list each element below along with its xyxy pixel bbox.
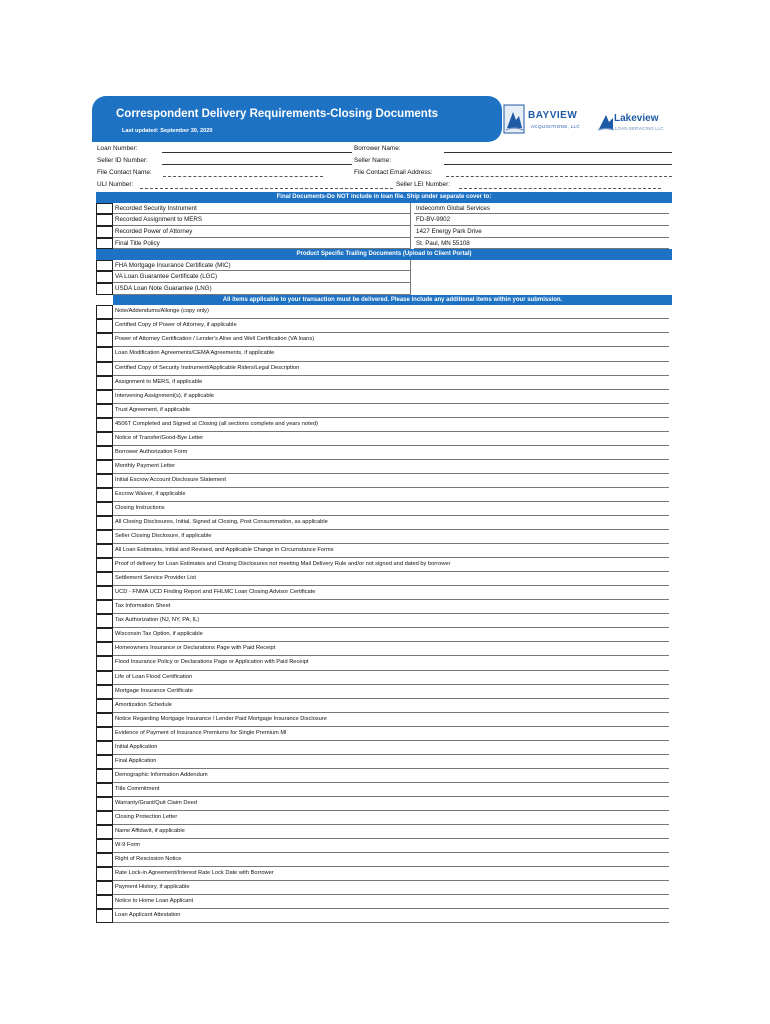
lakeview-logo-subtext: LOAN SERVICING LLC <box>615 126 664 131</box>
checkbox[interactable] <box>96 614 113 628</box>
checkbox[interactable] <box>96 909 113 923</box>
item-label: Seller Closing Disclosure, if applicable <box>113 530 669 544</box>
checklist-item-row <box>96 811 672 825</box>
seller-name-label: Seller Name: <box>354 157 391 164</box>
checklist-item-row <box>96 544 672 558</box>
lakeview-logo-text: Lakeview <box>614 113 659 124</box>
item-label: FHA Mortgage Insurance Certificate (MIC) <box>113 260 411 272</box>
item-label: Rate Lock-in Agreement/Interest Rate Lock Date with Borrower <box>113 867 669 881</box>
checkbox[interactable] <box>96 347 113 361</box>
checklist-item-row <box>96 727 672 741</box>
item-label: Notice Regarding Mortgage Insurance / Lender Paid Mortgage Insurance Disclosure <box>113 713 669 727</box>
final-doc-row <box>96 226 672 238</box>
shipping-address-line: 1427 Energy Park Drive <box>414 226 669 238</box>
item-label: Final Application <box>113 755 669 769</box>
uli-number-field[interactable] <box>140 188 393 189</box>
checkbox[interactable] <box>96 333 113 347</box>
shipping-address-line: Indecomm Global Services <box>414 203 669 215</box>
item-label: Demographic Information Addendum <box>113 769 669 783</box>
item-label: Amortization Schedule <box>113 699 669 713</box>
final-docs-header: Final Documents-Do NOT include in loan file. Ship under separate cover to: <box>96 192 672 203</box>
item-label: Life of Loan Flood Certification <box>113 671 669 685</box>
checklist-item-row <box>96 867 672 881</box>
checklist-item-row <box>96 909 672 923</box>
checkbox[interactable] <box>96 203 113 215</box>
item-label: Initial Escrow Account Disclosure Statement <box>113 474 669 488</box>
trailing-docs-header: Product Specific Trailing Documents (Upload to Client Portal) <box>96 249 672 260</box>
checklist-item-row <box>96 404 672 418</box>
item-label: W-9 Form <box>113 839 669 853</box>
checkbox[interactable] <box>96 260 113 272</box>
borrower-name-label: Borrower Name: <box>354 145 401 152</box>
checklist-item-row <box>96 671 672 685</box>
file-contact-email-field[interactable] <box>446 176 672 177</box>
final-doc-row <box>96 238 672 250</box>
loan-number-label: Loan Number: <box>97 145 138 152</box>
item-label: Loan Modification Agreements/CEMA Agreements, if applicable <box>113 347 669 361</box>
checkbox[interactable] <box>96 656 113 670</box>
final-doc-row <box>96 203 672 215</box>
trailing-doc-row <box>96 260 672 272</box>
item-label: Notice of Transfer/Good-Bye Letter <box>113 432 669 446</box>
item-label: All Closing Disclosures, Initial, Signed at Closing, Post Consummation, as applicable <box>113 516 669 530</box>
item-label: UCD - FNMA UCD Finding Report and FHLMC Loan Closing Advisor Certificate <box>113 586 669 600</box>
checkbox[interactable] <box>96 516 113 530</box>
checklist-item-row <box>96 797 672 811</box>
loan-number-field[interactable] <box>162 152 352 153</box>
checklist-item-row <box>96 769 672 783</box>
file-contact-email-label: File Contact Email Address: <box>354 169 433 176</box>
item-label: Escrow Waiver, if applicable <box>113 488 669 502</box>
checklist-item-row <box>96 558 672 572</box>
checkbox[interactable] <box>96 238 113 250</box>
item-label: Right of Rescission Notice <box>113 853 669 867</box>
seller-lei-field[interactable] <box>459 188 661 189</box>
checkbox[interactable] <box>96 418 113 432</box>
item-label: Monthly Payment Letter <box>113 460 669 474</box>
checklist-item-row <box>96 642 672 656</box>
shipping-address-line: St. Paul, MN 55108 <box>414 238 669 250</box>
checkbox[interactable] <box>96 811 113 825</box>
checklist-item-row <box>96 685 672 699</box>
item-label: Certified Copy of Power of Attorney, if applicable <box>113 319 669 333</box>
checkbox[interactable] <box>96 404 113 418</box>
shipping-address-line: FD-BV-9902 <box>414 214 669 226</box>
checklist-item-row <box>96 319 672 333</box>
item-label: Recorded Security Instrument <box>113 203 411 215</box>
checklist-item-row <box>96 741 672 755</box>
checklist-item-row <box>96 713 672 727</box>
checklist-item-row <box>96 418 672 432</box>
checkbox[interactable] <box>96 319 113 333</box>
checklist-item-row <box>96 755 672 769</box>
trailing-docs-list <box>96 260 672 295</box>
file-contact-name-field[interactable] <box>163 176 323 177</box>
checkbox[interactable] <box>96 460 113 474</box>
checkbox[interactable] <box>96 572 113 586</box>
item-label: Certified Copy of Security Instrument/Applicable Riders/Legal Description <box>113 362 669 376</box>
checkbox[interactable] <box>96 488 113 502</box>
checkbox[interactable] <box>96 895 113 909</box>
checkbox[interactable] <box>96 671 113 685</box>
seller-lei-label: Seller LEI Number: <box>396 181 450 188</box>
checklist-item-row <box>96 614 672 628</box>
item-label: Intervening Assignment(s), if applicable <box>113 390 669 404</box>
bayview-logo-icon <box>503 104 525 134</box>
uli-number-label: ULI Number: <box>97 181 134 188</box>
seller-name-field[interactable] <box>444 164 672 165</box>
checkbox[interactable] <box>96 502 113 516</box>
checkbox[interactable] <box>96 474 113 488</box>
checkbox[interactable] <box>96 685 113 699</box>
item-label: Warranty/Grant/Quit Claim Deed <box>113 797 669 811</box>
checklist-item-row <box>96 516 672 530</box>
checklist-item-row <box>96 474 672 488</box>
item-label: Wisconsin Tax Option, if applicable <box>113 628 669 642</box>
checkbox[interactable] <box>96 586 113 600</box>
checklist-item-row <box>96 530 672 544</box>
item-label: Recorded Power of Attorney <box>113 226 411 238</box>
checklist-item-row <box>96 432 672 446</box>
item-label: Title Commitment <box>113 783 669 797</box>
item-label: Tax Information Sheet <box>113 600 669 614</box>
checkbox[interactable] <box>96 755 113 769</box>
item-label: Final Title Policy <box>113 238 411 250</box>
item-label: All Loan Estimates, Initial and Revised, and Applicable Change in Circumstance Forms <box>113 544 669 558</box>
checkbox[interactable] <box>96 628 113 642</box>
item-label: Evidence of Payment of Insurance Premiums for Single Premium MI <box>113 727 669 741</box>
checklist-item-row <box>96 362 672 376</box>
all-items-header: All items applicable to your transaction must be delivered. Please include any additional items within your submission. <box>113 295 672 306</box>
page-title: Correspondent Delivery Requirements-Closing Documents <box>116 108 439 120</box>
item-label: 4506T Completed and Signed at Closing (all sections complete and years noted) <box>113 418 669 432</box>
checkbox[interactable] <box>96 741 113 755</box>
item-label: USDA Loan Note Guarantee (LNG) <box>113 283 411 295</box>
checkbox[interactable] <box>96 283 113 295</box>
trailing-doc-row <box>96 271 672 283</box>
item-label: Borrower Authorization Form <box>113 446 669 460</box>
checkbox[interactable] <box>96 853 113 867</box>
trailing-doc-row <box>96 283 672 295</box>
item-label: Homeowners Insurance or Declarations Page with Paid Receipt <box>113 642 669 656</box>
item-label: Notice to Home Loan Applicant <box>113 895 669 909</box>
checkbox[interactable] <box>96 881 113 895</box>
item-label: Closing Protection Letter <box>113 811 669 825</box>
checkbox[interactable] <box>96 783 113 797</box>
file-contact-name-label: File Contact Name: <box>97 169 152 176</box>
checkbox[interactable] <box>96 642 113 656</box>
item-label: Recorded Assignment to MERS <box>113 214 411 226</box>
checkbox[interactable] <box>96 432 113 446</box>
checklist-item-row <box>96 333 672 347</box>
final-docs-list <box>96 203 672 250</box>
checkbox[interactable] <box>96 390 113 404</box>
checkbox[interactable] <box>96 839 113 853</box>
checklist-item-row <box>96 572 672 586</box>
borrower-name-field[interactable] <box>444 152 672 153</box>
checklist-item-row <box>96 446 672 460</box>
item-label: Initial Application <box>113 741 669 755</box>
item-label: Tax Authorization (NJ, NY, PA, IL) <box>113 614 669 628</box>
last-updated: Last updated: September 30, 2020 <box>122 128 213 134</box>
checklist-item-row <box>96 853 672 867</box>
checkbox[interactable] <box>96 867 113 881</box>
lakeview-logo-icon <box>597 112 615 132</box>
checkbox[interactable] <box>96 600 113 614</box>
seller-id-label: Seller ID Number: <box>97 157 148 164</box>
checklist-item-row <box>96 895 672 909</box>
item-label: Proof of delivery for Loan Estimates and Closing Disclosures not meeting Mail Delivery Rule and/or not signed and dated by borrower <box>113 558 669 572</box>
checklist-item-row <box>96 347 672 361</box>
checkbox[interactable] <box>96 797 113 811</box>
item-label: Settlement Service Provider List <box>113 572 669 586</box>
checkbox[interactable] <box>96 727 113 741</box>
checklist-item-row <box>96 305 672 319</box>
checkbox[interactable] <box>96 446 113 460</box>
checklist-item-row <box>96 390 672 404</box>
checkbox[interactable] <box>96 713 113 727</box>
checkbox[interactable] <box>96 305 113 319</box>
checklist-item-row <box>96 600 672 614</box>
checklist-item-row <box>96 376 672 390</box>
checklist-item-row <box>96 586 672 600</box>
checkbox[interactable] <box>96 530 113 544</box>
checklist-item-row <box>96 839 672 853</box>
bayview-logo-subtext: ACQUISITIONS, LLC <box>531 124 581 129</box>
checkbox[interactable] <box>96 271 113 283</box>
checkbox[interactable] <box>96 769 113 783</box>
item-label: VA Loan Guarantee Certificate (LGC) <box>113 271 411 283</box>
checklist <box>96 192 672 923</box>
checkbox[interactable] <box>96 825 113 839</box>
item-label: Note/Addendums/Allonge (copy only) <box>113 305 669 319</box>
checkbox[interactable] <box>96 544 113 558</box>
all-items-list <box>96 305 672 923</box>
item-label: Flood Insurance Policy or Declarations Page or Application with Paid Receipt <box>113 656 669 670</box>
checkbox[interactable] <box>96 558 113 572</box>
checklist-item-row <box>96 699 672 713</box>
checkbox[interactable] <box>96 699 113 713</box>
checklist-item-row <box>96 881 672 895</box>
item-label: Payment History, if applicable <box>113 881 669 895</box>
item-label: Assignment to MERS, if applicable <box>113 376 669 390</box>
checklist-item-row <box>96 825 672 839</box>
final-doc-row <box>96 214 672 226</box>
checklist-item-row <box>96 656 672 670</box>
checklist-item-row <box>96 628 672 642</box>
bayview-logo-text: BAYVIEW <box>528 110 578 121</box>
item-label: Closing Instructions <box>113 502 669 516</box>
item-label: Mortgage Insurance Certificate <box>113 685 669 699</box>
checklist-item-row <box>96 460 672 474</box>
checklist-item-row <box>96 783 672 797</box>
checkbox[interactable] <box>96 214 113 226</box>
item-label: Name Affidavit, if applicable <box>113 825 669 839</box>
seller-id-field[interactable] <box>162 164 352 165</box>
checklist-item-row <box>96 502 672 516</box>
title-banner <box>92 96 502 142</box>
item-label: Trust Agreement, if applicable <box>113 404 669 418</box>
checklist-item-row <box>96 488 672 502</box>
item-label: Loan Applicant Attestation <box>113 909 669 923</box>
checkbox[interactable] <box>96 226 113 238</box>
checkbox[interactable] <box>96 362 113 376</box>
item-label: Power of Attorney Certification / Lender's Alive and Well Certification (VA loans) <box>113 333 669 347</box>
checkbox[interactable] <box>96 376 113 390</box>
